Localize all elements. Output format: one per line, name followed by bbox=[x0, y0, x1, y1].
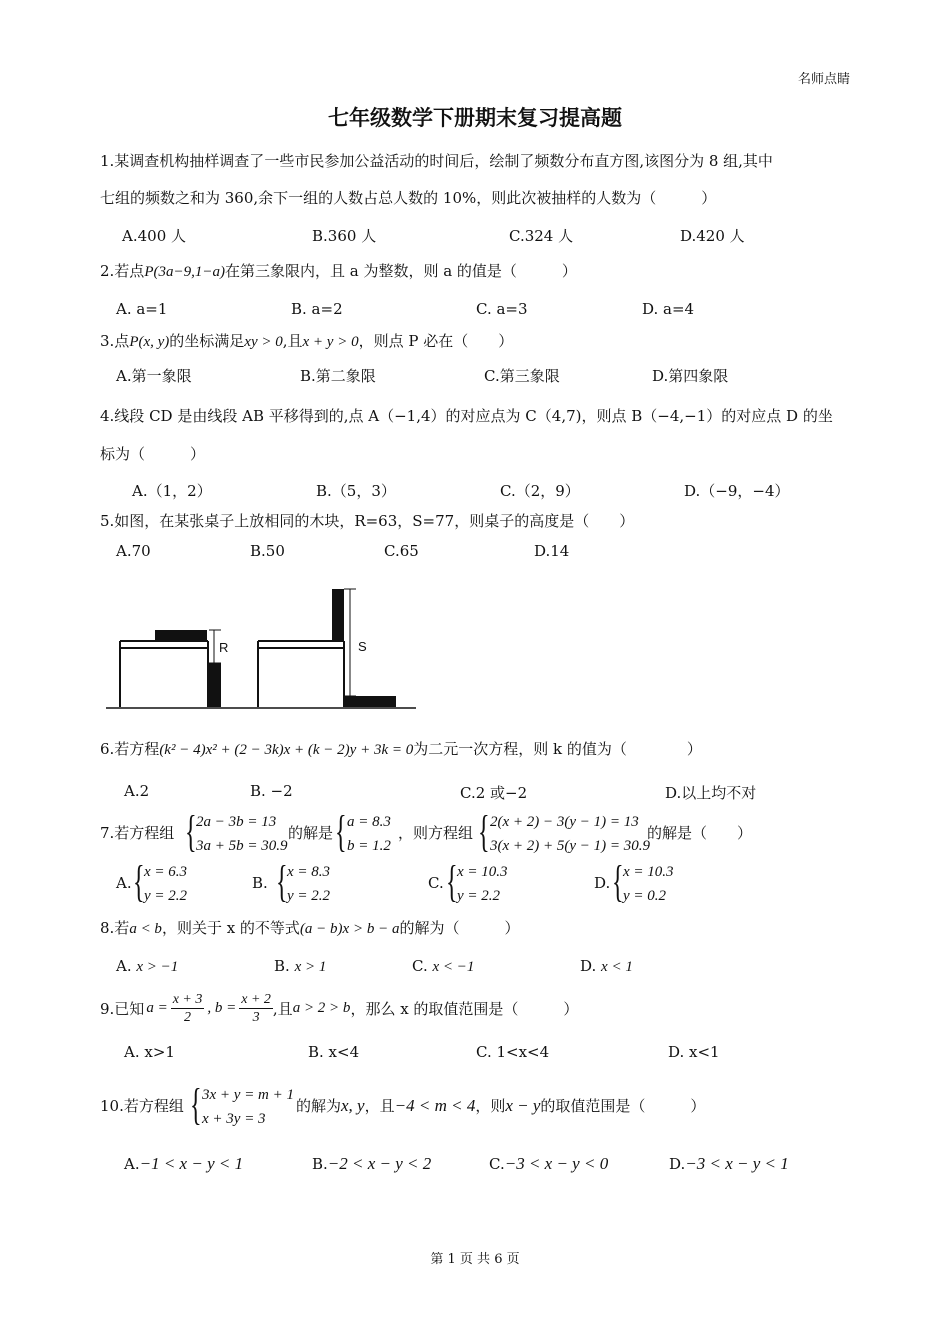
q3-option-d: D.第四象限 bbox=[652, 367, 729, 385]
q7-system-1 bbox=[196, 810, 288, 858]
q8-mid: ，则关于 x 的不等式 bbox=[161, 919, 300, 937]
q3-option-b: B.第二象限 bbox=[300, 367, 376, 385]
q9-cond: a > 2 > b bbox=[292, 999, 351, 1016]
q4-option-c: C.（2，9） bbox=[500, 482, 580, 500]
q7-option-d-eq2: y = 0.2 bbox=[623, 888, 667, 904]
header-label: 名师点睛 bbox=[797, 72, 850, 87]
q8-expr1: a < b bbox=[129, 921, 162, 937]
q6-prefix: 6.若方程 bbox=[100, 740, 160, 758]
q7-option-b-brace: { bbox=[276, 857, 288, 906]
figure-label-r: R bbox=[219, 640, 229, 655]
q1-line2: 七组的频数之和为 360,余下一组的人数占总人数的 10%，则此次被抽样的人数为（ ） bbox=[100, 189, 717, 207]
q7-suffix: 的解是（ ） bbox=[647, 824, 753, 842]
q9-prefix: 9.已知 bbox=[100, 999, 145, 1018]
q3-expr1: P(x, y) bbox=[129, 334, 170, 350]
q7-option-a-eq1: x = 6.3 bbox=[144, 864, 188, 880]
q6-option-a: A.2 bbox=[124, 782, 150, 800]
q7-option-d-system bbox=[623, 860, 674, 908]
figure-right-table bbox=[258, 641, 344, 707]
q7-option-d-brace: { bbox=[612, 857, 624, 906]
q4-option-d: D.（−9，−4） bbox=[684, 482, 790, 500]
q7-sys3-eq2: 3(x + 2) + 5(y − 1) = 30.9 bbox=[490, 838, 651, 854]
q7-sys1-eq1: 2a − 3b = 13 bbox=[196, 814, 277, 830]
q6-stem bbox=[100, 738, 702, 759]
q10-brace: { bbox=[190, 1080, 202, 1129]
q6-option-c: C.2 或−2 bbox=[460, 784, 528, 802]
q5-table-figure bbox=[100, 585, 420, 715]
q2-expr: P(3a−9,1−a) bbox=[144, 264, 225, 280]
q8-expr2: (a − b)x > b − a bbox=[299, 921, 400, 937]
q8-prefix: 8.若 bbox=[100, 919, 130, 937]
q3-suffix: ，则点 P 必在（ ） bbox=[358, 332, 514, 350]
q9-b-denominator: 3 bbox=[252, 1009, 260, 1025]
q7-sys1-eq2: 3a + 5b = 30.9 bbox=[196, 838, 288, 854]
page-title: 七年级数学下册期末复习提高题 bbox=[328, 106, 622, 130]
q10-mid3: ，则 bbox=[475, 1097, 506, 1115]
q5-option-d: D.14 bbox=[534, 542, 570, 560]
q7-option-c-eq1: x = 10.3 bbox=[457, 864, 508, 880]
q8-option-d: D. x < 1 bbox=[580, 957, 633, 975]
figure-left-floor-block bbox=[208, 663, 221, 707]
q3-prefix: 3.点 bbox=[100, 332, 130, 350]
q5-option-b: B.50 bbox=[250, 542, 285, 560]
q2-suffix: 在第三象限内，且 a 为整数，则 a 的值是（ ） bbox=[224, 262, 577, 280]
q3-mid1: 的坐标满足 bbox=[169, 332, 245, 350]
q7-sys2-eq2: b = 1.2 bbox=[347, 838, 391, 854]
q10-option-c: C.−3 < x − y < 0 bbox=[489, 1154, 609, 1173]
q5-stem: 5.如图，在某张桌子上放相同的木块，R=63，S=77，则桌子的高度是（ ） bbox=[100, 512, 635, 530]
q10-mid1: 的解为 bbox=[296, 1097, 342, 1115]
q7-mid1: 的解是 bbox=[288, 824, 334, 842]
q9-fraction-a bbox=[171, 991, 205, 1026]
q4-option-a: A.（1，2） bbox=[132, 482, 212, 500]
q9-a-numerator: x + 3 bbox=[172, 991, 203, 1007]
q10-option-d: D.−3 < x − y < 1 bbox=[669, 1154, 789, 1173]
q6-option-b: B. −2 bbox=[250, 782, 293, 800]
q7-option-c-system bbox=[457, 860, 508, 908]
q10-suffix: 的取值范围是（ ） bbox=[540, 1097, 706, 1115]
q10-option-b: B.−2 < x − y < 2 bbox=[312, 1154, 432, 1173]
q8-option-a: A. x > −1 bbox=[116, 957, 179, 975]
q2-option-b: B. a=2 bbox=[291, 300, 343, 318]
figure-left-top-block bbox=[155, 630, 207, 641]
q10-expr3: x − y bbox=[505, 1096, 541, 1115]
q7-option-b-eq2: y = 2.2 bbox=[287, 888, 331, 904]
q3-mid2: ,且 bbox=[282, 332, 303, 350]
q7-option-d-label: D. bbox=[594, 874, 611, 892]
q7-option-c-label: C. bbox=[428, 874, 444, 892]
q7-option-c-eq2: y = 2.2 bbox=[457, 888, 501, 904]
q10-prefix: 10.若方程组 bbox=[100, 1097, 184, 1115]
q1-line1: 1.某调查机构抽样调查了一些市民参加公益活动的时间后，绘制了频数分布直方图,该图分为 8 组,其中 bbox=[100, 152, 773, 170]
q1-option-a: A.400 人 bbox=[122, 227, 186, 245]
q7-brace-2: { bbox=[335, 807, 347, 856]
q1-option-c: C.324 人 bbox=[509, 227, 574, 245]
q2-option-c: C. a=3 bbox=[476, 300, 528, 318]
q8-suffix: 的解为（ ） bbox=[399, 919, 520, 937]
q9-fraction-b bbox=[239, 991, 273, 1026]
q4-line1: 4.线段 CD 是由线段 AB 平移得到的,点 A（−1,4）的对应点为 C（4,7)，则点 B（−4,−1）的对应点 D 的坐 bbox=[100, 407, 833, 425]
q7-option-d-eq1: x = 10.3 bbox=[623, 864, 674, 880]
q9-b-numerator: x + 2 bbox=[241, 991, 271, 1007]
q2-option-d: D. a=4 bbox=[642, 300, 695, 318]
q1-option-d: D.420 人 bbox=[680, 227, 745, 245]
figure-s-marker bbox=[344, 589, 356, 696]
q9-option-d: D. x<1 bbox=[668, 1043, 720, 1061]
q9-suffix: ，那么 x 的取值范围是（ ） bbox=[350, 999, 579, 1018]
q3-expr2: xy > 0 bbox=[244, 334, 283, 350]
q9-b-lhs: , b = bbox=[207, 999, 237, 1016]
q5-option-a: A.70 bbox=[116, 542, 151, 560]
q7-sys2-eq1: a = 8.3 bbox=[347, 814, 391, 830]
q9-stem bbox=[100, 988, 578, 1028]
q3-stem bbox=[100, 330, 513, 351]
q6-suffix: 为二元一次方程，则 k 的值为（ ） bbox=[413, 740, 702, 758]
q7-option-a-brace: { bbox=[133, 857, 145, 906]
q7-mid2: ，则方程组 bbox=[398, 824, 474, 842]
figure-right-floor-block bbox=[344, 696, 396, 707]
q7-option-a-system bbox=[144, 860, 187, 908]
q7-option-a-eq2: y = 2.2 bbox=[144, 888, 188, 904]
q10-mid2: ，且 bbox=[364, 1097, 395, 1115]
q10-system bbox=[202, 1083, 294, 1131]
q8-option-b: B. x > 1 bbox=[274, 957, 327, 975]
q5-option-c: C.65 bbox=[384, 542, 419, 560]
q10-stem-rest bbox=[296, 1095, 705, 1116]
q10-sys-eq2: x + 3y = 3 bbox=[202, 1111, 266, 1127]
page-number: 第 1 页 共 6 页 bbox=[430, 1252, 520, 1267]
q7-system-2 bbox=[347, 810, 391, 858]
q8-option-c: C. x < −1 bbox=[412, 957, 475, 975]
q10-expr1: x, y bbox=[341, 1096, 365, 1115]
q3-option-a: A.第一象限 bbox=[116, 367, 192, 385]
q9-a-denominator: 2 bbox=[184, 1009, 192, 1025]
q2-stem bbox=[100, 260, 577, 281]
q9-cond-prefix: ,且 bbox=[272, 999, 293, 1018]
q2-option-a: A. a=1 bbox=[116, 300, 168, 318]
q7-option-b-label: B. bbox=[252, 874, 268, 892]
q7-system-3 bbox=[490, 810, 650, 858]
q7-prefix: 7.若方程组 bbox=[100, 824, 175, 842]
q6-option-d: D.以上均不对 bbox=[665, 784, 757, 802]
q9-a-lhs: a = bbox=[146, 999, 168, 1016]
q7-option-a-label: A. bbox=[116, 874, 132, 892]
q1-option-b: B.360 人 bbox=[312, 227, 377, 245]
q7-option-b-system bbox=[287, 860, 330, 908]
q7-brace-3: { bbox=[478, 807, 490, 856]
figure-label-s: S bbox=[358, 639, 367, 654]
q7-option-c-brace: { bbox=[446, 857, 458, 906]
figure-right-standing-block bbox=[332, 589, 344, 641]
q4-option-b: B.（5，3） bbox=[316, 482, 396, 500]
q10-sys-eq1: 3x + y = m + 1 bbox=[202, 1087, 295, 1103]
q7-sys3-eq1: 2(x + 2) − 3(y − 1) = 13 bbox=[490, 814, 639, 830]
q7-option-b-eq1: x = 8.3 bbox=[287, 864, 331, 880]
q9-option-b: B. x<4 bbox=[308, 1043, 360, 1061]
q9-option-c: C. 1<x<4 bbox=[476, 1043, 550, 1061]
q4-line2: 标为（ ） bbox=[100, 445, 206, 463]
q3-option-c: C.第三象限 bbox=[484, 367, 560, 385]
q2-prefix: 2.若点 bbox=[100, 262, 145, 280]
figure-left-table bbox=[120, 641, 208, 707]
q3-expr3: x + y > 0 bbox=[302, 334, 359, 350]
q10-option-a: A.−1 < x − y < 1 bbox=[124, 1154, 244, 1173]
q10-expr2: −4 < m < 4 bbox=[394, 1096, 476, 1115]
q7-brace-1: { bbox=[185, 807, 197, 856]
q9-option-a: A. x>1 bbox=[124, 1043, 175, 1061]
q8-stem bbox=[100, 917, 519, 938]
q6-expr: (k² − 4)x² + (2 − 3k)x + (k − 2)y + 3k = 0 bbox=[159, 742, 414, 758]
